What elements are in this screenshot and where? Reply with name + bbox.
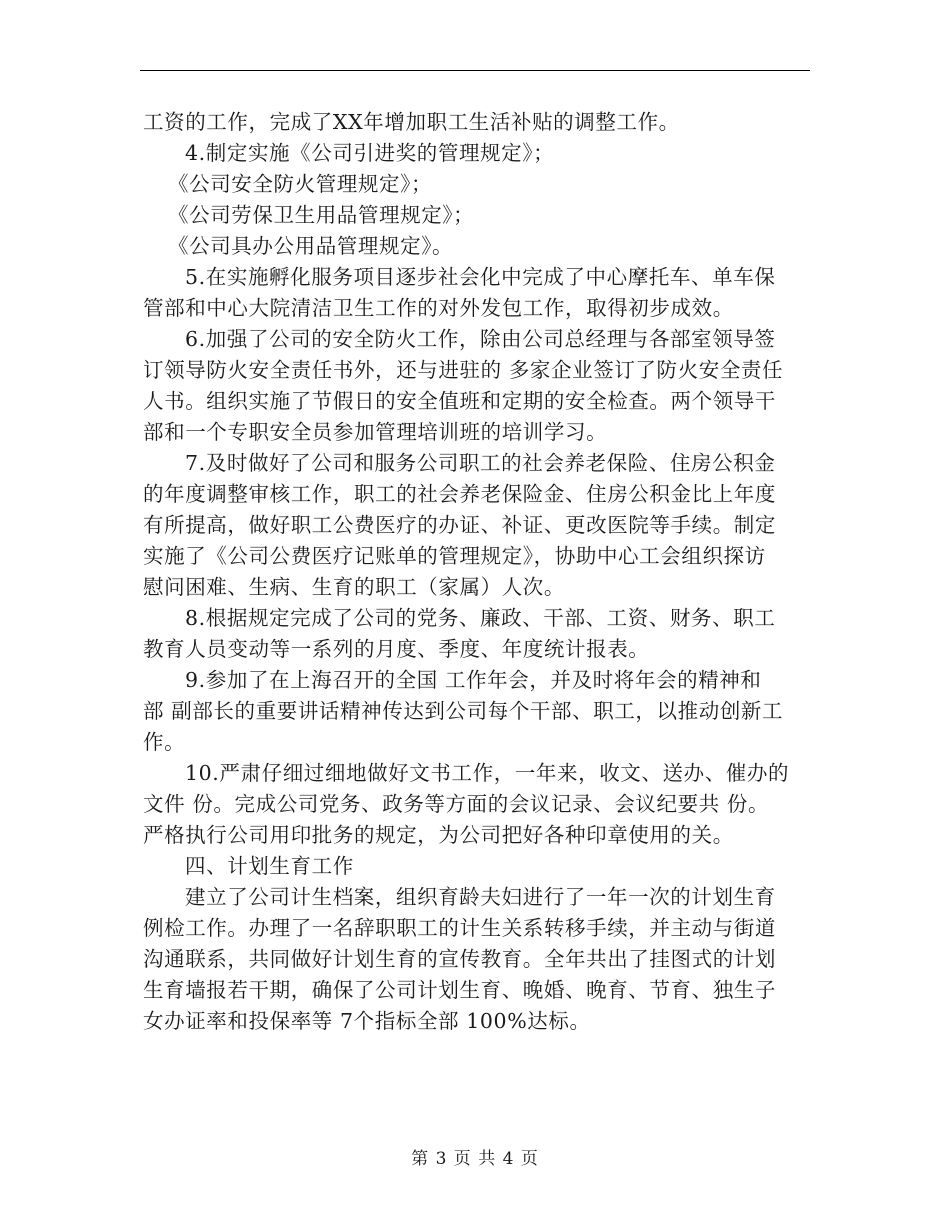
text-line: 工资的工作，完成了XX年增加职工生活补贴的调整工作。 — [143, 110, 680, 134]
text-line: 订领导防火安全责任书外，还与进驻的 多家企业签订了防火安全责任 — [143, 358, 784, 382]
text-line: 作。 — [143, 730, 186, 754]
text-line: 女办证率和投保率等 7个指标全部 100%达标。 — [143, 1009, 591, 1033]
text-line: 4.制定实施《公司引进奖的管理规定》； — [185, 141, 555, 165]
text-line: 9.参加了在上海召开的全国 工作年会，并及时将年会的精神和 — [185, 668, 762, 692]
text-line: 7.及时做好了公司和服务公司职工的社会养老保险、住房公积金 — [185, 451, 776, 475]
text-line: 教育人员变动等一系列的月度、季度、年度统计报表。 — [143, 637, 650, 661]
document-body — [143, 107, 813, 1037]
text-line: 实施了《公司公费医疗记账单的管理规定》，协助中心工会组织探访 — [143, 544, 766, 568]
text-line: 部 副部长的重要讲话精神传达到公司每个干部、职工，以推动创新工 — [143, 699, 784, 723]
page-number: 第 3 页 共 4 页 — [411, 1149, 539, 1169]
text-line: 《公司劳保卫生用品管理规定》； — [168, 203, 475, 227]
text-line: 例检工作。办理了一名辞职职工的计生关系转移手续，并主动与街道 — [143, 916, 776, 940]
text-line: 5.在实施孵化服务项目逐步社会化中完成了中心摩托车、单车保 — [185, 265, 776, 289]
text-line: 《公司具办公用品管理规定》。 — [168, 234, 454, 258]
text-line: 10.严肃仔细过细地做好文书工作，一年来，收文、送办、催办的 — [185, 761, 790, 785]
text-line: 建立了公司计生档案，组织育龄夫妇进行了一年一次的计划生育 — [185, 885, 776, 909]
text-line: 的年度调整审核工作，职工的社会养老保险金、住房公积金比上年度 — [143, 482, 776, 506]
text-line: 慰问困难、生病、生育的职工（家属）人次。 — [143, 575, 565, 599]
text-line: 严格执行公司用印批务的规定，为公司把好各种印章使用的关。 — [143, 823, 734, 847]
section-heading: 四、计划生育工作 — [185, 854, 354, 878]
text-line: 人书。组织实施了节假日的安全值班和定期的安全检查。两个领导干 — [143, 389, 776, 413]
text-line: 8.根据规定完成了公司的党务、廉政、干部、工资、财务、职工 — [185, 606, 776, 630]
text-line: 文件 份。完成公司党务、政务等方面的会议记录、会议纪要共 份。 — [143, 792, 770, 816]
header-rule — [140, 70, 810, 71]
text-line: 6.加强了公司的安全防火工作，除由公司总经理与各部室领导签 — [185, 327, 776, 351]
text-line: 沟通联系，共同做好计划生育的宣传教育。全年共出了挂图式的计划 — [143, 947, 776, 971]
text-line: 生育墙报若干期，确保了公司计划生育、晚婚、晚育、节育、独生子 — [143, 978, 776, 1002]
text-line: 有所提高，做好职工公费医疗的办证、补证、更改医院等手续。制定 — [143, 513, 776, 537]
text-line: 部和一个专职安全员参加管理培训班的培训学习。 — [143, 420, 608, 444]
text-line: 《公司安全防火管理规定》； — [168, 172, 433, 196]
text-line: 管部和中心大院清洁卫生工作的对外发包工作，取得初步成效。 — [143, 296, 734, 320]
